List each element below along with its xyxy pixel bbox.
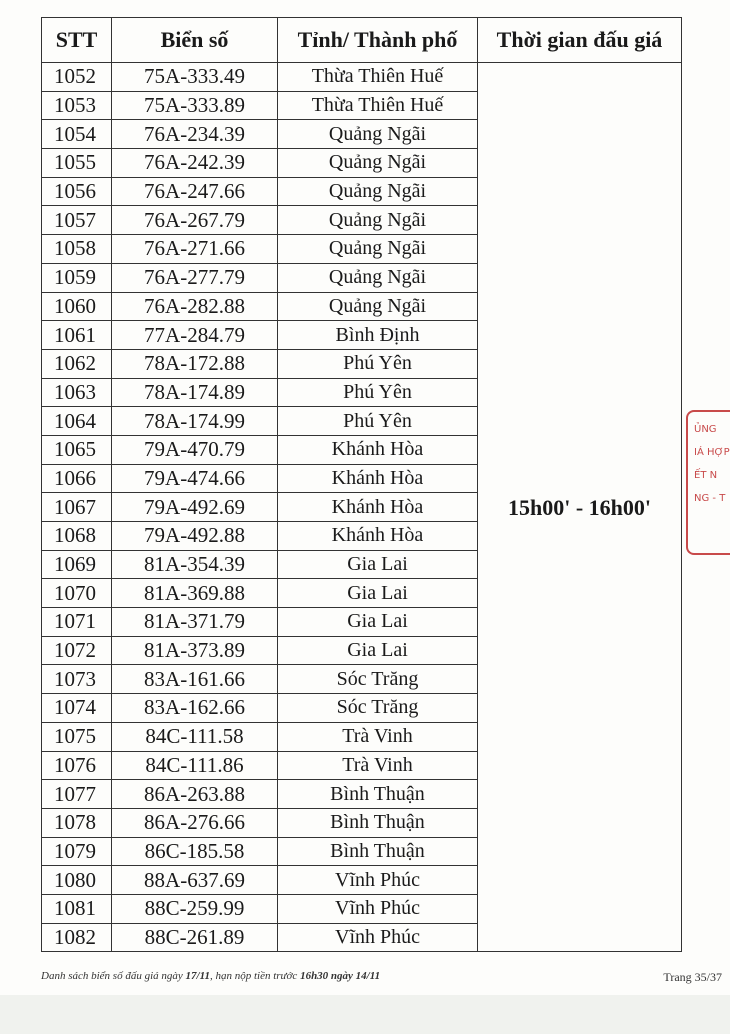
cell-province: Quảng Ngãi bbox=[278, 177, 478, 206]
footer-note-prefix: Danh sách biển số đấu giá ngày bbox=[41, 970, 183, 982]
cell-province: Bình Thuận bbox=[278, 808, 478, 837]
cell-province: Quảng Ngãi bbox=[278, 149, 478, 178]
cell-plate: 88A-637.69 bbox=[112, 866, 278, 895]
cell-stt: 1077 bbox=[42, 780, 112, 809]
cell-province: Quảng Ngãi bbox=[278, 235, 478, 264]
stamp-line: NG - T bbox=[694, 493, 726, 504]
cell-province: Khánh Hòa bbox=[278, 493, 478, 522]
footer-note bbox=[41, 970, 380, 982]
cell-plate: 88C-261.89 bbox=[112, 923, 278, 952]
cell-plate: 81A-371.79 bbox=[112, 608, 278, 637]
cell-plate: 86A-276.66 bbox=[112, 808, 278, 837]
cell-plate: 76A-271.66 bbox=[112, 235, 278, 264]
cell-province: Bình Thuận bbox=[278, 837, 478, 866]
cell-plate: 86C-185.58 bbox=[112, 837, 278, 866]
cell-province: Vĩnh Phúc bbox=[278, 894, 478, 923]
cell-province: Vĩnh Phúc bbox=[278, 923, 478, 952]
cell-plate: 76A-234.39 bbox=[112, 120, 278, 149]
cell-stt: 1061 bbox=[42, 321, 112, 350]
cell-stt: 1080 bbox=[42, 866, 112, 895]
cell-stt: 1063 bbox=[42, 378, 112, 407]
header-province: Tỉnh/ Thành phố bbox=[278, 18, 478, 63]
cell-province: Quảng Ngãi bbox=[278, 292, 478, 321]
cell-plate: 76A-282.88 bbox=[112, 292, 278, 321]
footer-date: 17/11 bbox=[185, 970, 210, 982]
table-body bbox=[42, 63, 682, 952]
cell-plate: 76A-277.79 bbox=[112, 263, 278, 292]
cell-plate: 81A-373.89 bbox=[112, 636, 278, 665]
cell-plate: 75A-333.89 bbox=[112, 91, 278, 120]
header-time: Thời gian đấu giá bbox=[478, 18, 682, 63]
cell-stt: 1065 bbox=[42, 435, 112, 464]
header-plate: Biển số bbox=[112, 18, 278, 63]
cell-stt: 1073 bbox=[42, 665, 112, 694]
cell-province: Trà Vinh bbox=[278, 722, 478, 751]
cell-plate: 83A-162.66 bbox=[112, 694, 278, 723]
stamp-line: ỦNG bbox=[694, 424, 717, 435]
cell-stt: 1068 bbox=[42, 522, 112, 551]
cell-stt: 1053 bbox=[42, 91, 112, 120]
cell-province: Phú Yên bbox=[278, 349, 478, 378]
cell-province: Khánh Hòa bbox=[278, 522, 478, 551]
cell-province: Sóc Trăng bbox=[278, 665, 478, 694]
cell-province: Gia Lai bbox=[278, 636, 478, 665]
cell-plate: 79A-470.79 bbox=[112, 435, 278, 464]
cell-province: Quảng Ngãi bbox=[278, 263, 478, 292]
cell-plate: 76A-267.79 bbox=[112, 206, 278, 235]
cell-plate: 78A-172.88 bbox=[112, 349, 278, 378]
cell-plate: 79A-474.66 bbox=[112, 464, 278, 493]
cell-stt: 1060 bbox=[42, 292, 112, 321]
cell-stt: 1076 bbox=[42, 751, 112, 780]
stamp-line: ẾT N bbox=[694, 470, 718, 481]
cell-province: Gia Lai bbox=[278, 608, 478, 637]
cell-plate: 79A-492.69 bbox=[112, 493, 278, 522]
cell-province: Phú Yên bbox=[278, 407, 478, 436]
cell-stt: 1079 bbox=[42, 837, 112, 866]
cell-plate: 84C-111.86 bbox=[112, 751, 278, 780]
cell-plate: 88C-259.99 bbox=[112, 894, 278, 923]
cell-plate: 81A-354.39 bbox=[112, 550, 278, 579]
cell-stt: 1069 bbox=[42, 550, 112, 579]
cell-stt: 1059 bbox=[42, 263, 112, 292]
cell-province: Quảng Ngãi bbox=[278, 120, 478, 149]
cell-stt: 1082 bbox=[42, 923, 112, 952]
cell-province: Gia Lai bbox=[278, 579, 478, 608]
cell-province: Khánh Hòa bbox=[278, 464, 478, 493]
cell-province: Quảng Ngãi bbox=[278, 206, 478, 235]
cell-stt: 1057 bbox=[42, 206, 112, 235]
cell-province: Phú Yên bbox=[278, 378, 478, 407]
cell-plate: 78A-174.89 bbox=[112, 378, 278, 407]
cell-stt: 1062 bbox=[42, 349, 112, 378]
cell-province: Khánh Hòa bbox=[278, 435, 478, 464]
cell-province: Bình Thuận bbox=[278, 780, 478, 809]
cell-stt: 1066 bbox=[42, 464, 112, 493]
cell-province: Vĩnh Phúc bbox=[278, 866, 478, 895]
cell-province: Thừa Thiên Huế bbox=[278, 91, 478, 120]
cell-province: Bình Định bbox=[278, 321, 478, 350]
cell-plate: 81A-369.88 bbox=[112, 579, 278, 608]
cell-stt: 1072 bbox=[42, 636, 112, 665]
bottom-band bbox=[0, 995, 730, 1034]
cell-stt: 1052 bbox=[42, 63, 112, 92]
page-number: Trang 35/37 bbox=[663, 970, 722, 984]
cell-plate: 75A-333.49 bbox=[112, 63, 278, 92]
footer-deadline: 16h30 ngày 14/11 bbox=[300, 970, 381, 982]
cell-province: Thừa Thiên Huế bbox=[278, 63, 478, 92]
stamp-line: IÁ HỢP bbox=[694, 447, 730, 458]
cell-plate: 76A-247.66 bbox=[112, 177, 278, 206]
cell-stt: 1074 bbox=[42, 694, 112, 723]
cell-stt: 1054 bbox=[42, 120, 112, 149]
header-stt: STT bbox=[42, 18, 112, 63]
footer-note-middle: , hạn nộp tiền trước bbox=[209, 970, 298, 982]
cell-stt: 1071 bbox=[42, 608, 112, 637]
cell-stt: 1067 bbox=[42, 493, 112, 522]
auction-table-container bbox=[41, 17, 681, 952]
cell-plate: 84C-111.58 bbox=[112, 722, 278, 751]
cell-stt: 1070 bbox=[42, 579, 112, 608]
cell-plate: 86A-263.88 bbox=[112, 780, 278, 809]
cell-stt: 1064 bbox=[42, 407, 112, 436]
header-row bbox=[42, 18, 682, 63]
table-row bbox=[42, 63, 682, 92]
cell-plate: 77A-284.79 bbox=[112, 321, 278, 350]
cell-stt: 1081 bbox=[42, 894, 112, 923]
cell-province: Sóc Trăng bbox=[278, 694, 478, 723]
cell-plate: 76A-242.39 bbox=[112, 149, 278, 178]
cell-province: Gia Lai bbox=[278, 550, 478, 579]
cell-plate: 79A-492.88 bbox=[112, 522, 278, 551]
red-stamp bbox=[686, 410, 730, 555]
cell-stt: 1056 bbox=[42, 177, 112, 206]
auction-table bbox=[41, 17, 682, 952]
cell-stt: 1078 bbox=[42, 808, 112, 837]
cell-auction-time: 15h00' - 16h00' bbox=[478, 63, 682, 952]
cell-province: Trà Vinh bbox=[278, 751, 478, 780]
cell-stt: 1058 bbox=[42, 235, 112, 264]
cell-plate: 78A-174.99 bbox=[112, 407, 278, 436]
cell-stt: 1075 bbox=[42, 722, 112, 751]
cell-plate: 83A-161.66 bbox=[112, 665, 278, 694]
cell-stt: 1055 bbox=[42, 149, 112, 178]
